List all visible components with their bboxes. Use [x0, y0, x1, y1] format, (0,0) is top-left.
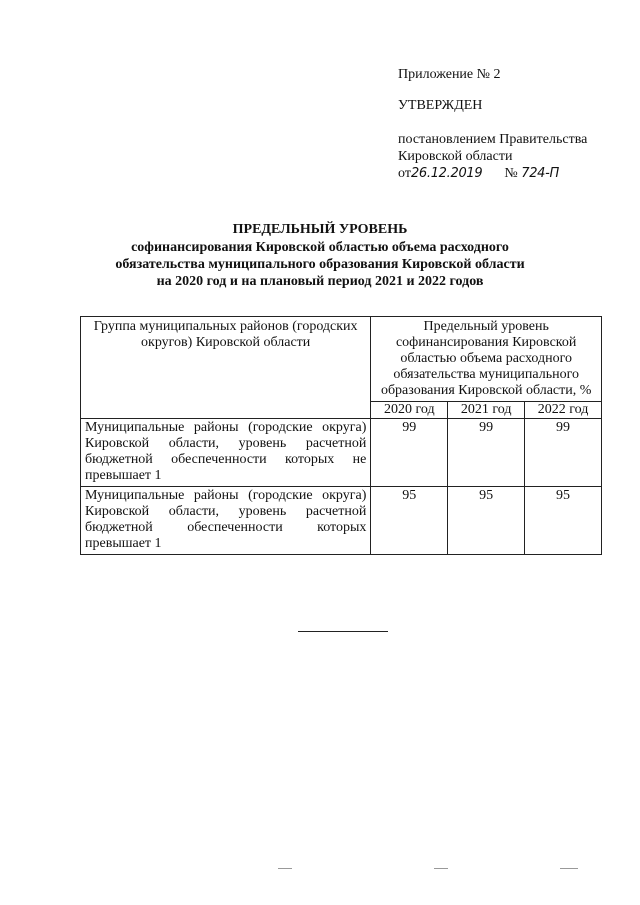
document-subtitle-line-1: софинансирования Кировской областью объема расходного [131, 240, 509, 255]
scan-artifact [278, 868, 292, 869]
decree-line-2: Кировской области [398, 149, 513, 164]
document-title: ПРЕДЕЛЬНЫЙ УРОВЕНЬ [232, 222, 408, 237]
document-subtitle-line-2: обязательства муниципального образования Кировской области [115, 257, 525, 272]
value-cell: 95 [371, 487, 448, 555]
document-subtitle-line-3: на 2020 год и на плановый период 2021 и 2022 годов [156, 274, 484, 289]
group-cell: Муниципальные районы (городские округа) Кировской области, уровень расчетной бюджетной обеспеченности которых не превышает 1 [81, 419, 371, 487]
handwritten-date: 26.12.2019 [410, 166, 483, 181]
scan-artifact [560, 868, 578, 869]
decree-line-1: постановлением Правительства [398, 132, 588, 147]
appendix-number: Приложение № 2 [398, 67, 501, 82]
year-2022-header: 2022 год [525, 402, 602, 419]
value-cell: 99 [448, 419, 525, 487]
value-cell: 95 [525, 487, 602, 555]
decree-date-number [398, 165, 559, 182]
number-prefix: № [504, 166, 518, 181]
table-header-row [81, 317, 602, 402]
header-group-cell: Группа муниципальных районов (городских округов) Кировской области [81, 317, 371, 419]
value-cell: 99 [371, 419, 448, 487]
value-cell: 95 [448, 487, 525, 555]
date-prefix: от [398, 166, 411, 181]
approved-label: УТВЕРЖДЕН [398, 98, 483, 113]
end-rule [298, 631, 388, 632]
scan-artifact [434, 868, 448, 869]
year-2021-header: 2021 год [448, 402, 525, 419]
table-row [81, 487, 602, 555]
group-cell: Муниципальные районы (городские округа) Кировской области, уровень расчетной бюджетной обеспеченности которых превышает 1 [81, 487, 371, 555]
year-2020-header: 2020 год [371, 402, 448, 419]
cofinancing-table [80, 316, 602, 555]
handwritten-number: 724-П [521, 166, 560, 181]
header-level-cell: Предельный уровень софинансирования Кировской областью объема расходного обязательства муниципального образования Кировской области, % [371, 317, 602, 402]
table-row [81, 419, 602, 487]
value-cell: 99 [525, 419, 602, 487]
